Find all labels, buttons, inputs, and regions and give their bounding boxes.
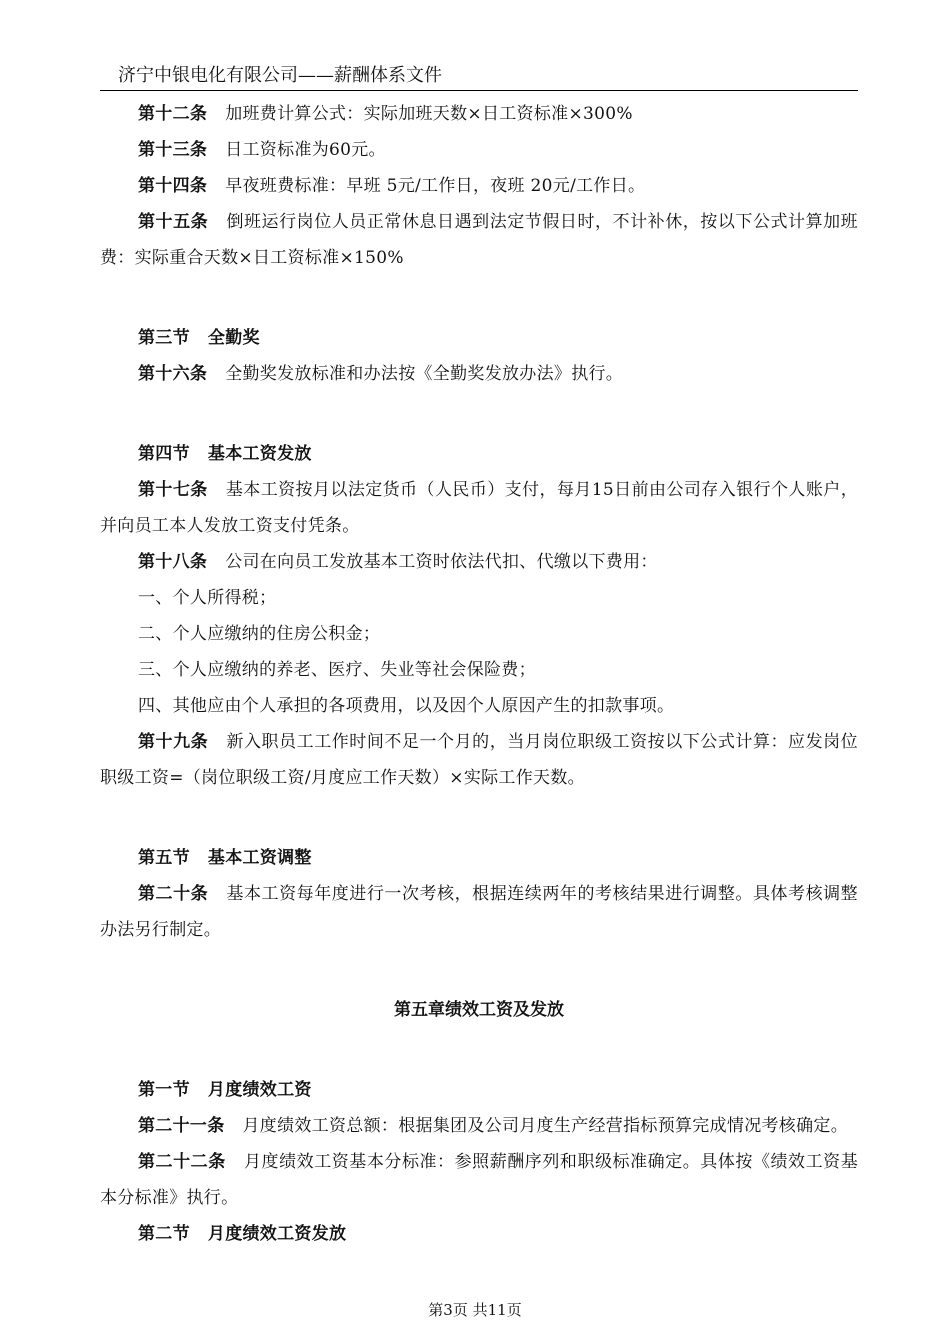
article-14 [100, 168, 858, 204]
section-heading-3 [100, 320, 858, 356]
list-item-3: 三、个人应缴纳的养老、医疗、失业等社会保险费； [138, 660, 536, 680]
article-text: 基本工资按月以法定货币（人民币）支付，每月15日前由公司存入银行个人账户，并向员工本人发放工资支付凭条。 [100, 480, 859, 536]
header-title: 济宁中银电化有限公司——薪酬体系文件 [118, 65, 442, 86]
section-number: 第一节 [138, 1080, 190, 1100]
document-body [100, 96, 858, 1252]
article-text: 全勤奖发放标准和办法按《全勤奖发放办法》执行。 [225, 364, 624, 384]
section-title: 月度绩效工资发放 [207, 1224, 347, 1244]
article-12 [100, 96, 858, 132]
article-text: 基本工资每年度进行一次考核，根据连续两年的考核结果进行调整。具体考核调整办法另行制定。 [100, 884, 858, 940]
list-item-2: 二、个人应缴纳的住房公积金； [138, 624, 381, 644]
article-number: 第十四条 [138, 176, 208, 196]
section-number: 第二节 [138, 1224, 190, 1244]
article-number: 第十三条 [138, 140, 208, 160]
article-text: 倒班运行岗位人员正常休息日遇到法定节假日时，不计补休，按以下公式计算加班费：实际重合天数×日工资标准×150% [100, 212, 858, 268]
article-16 [100, 356, 858, 392]
article-number: 第十九条 [138, 732, 209, 752]
section-title: 月度绩效工资 [207, 1080, 312, 1100]
section-heading-4 [100, 436, 858, 472]
section-number: 第三节 [138, 328, 190, 348]
section-heading-5 [100, 840, 858, 876]
chapter-heading-5 [100, 992, 858, 1028]
article-19 [100, 724, 858, 796]
article-number: 第十六条 [138, 364, 208, 384]
section-title: 全勤奖 [207, 328, 260, 348]
article-number: 第二十二条 [138, 1152, 226, 1172]
article-text: 加班费计算公式：实际加班天数×日工资标准×300% [225, 104, 633, 124]
page-footer [0, 1300, 950, 1320]
section-title: 基本工资发放 [207, 444, 312, 464]
chapter-title: 绩效工资及发放 [445, 1000, 564, 1020]
list-item-4: 四、其他应由个人承担的各项费用，以及因个人原因产生的扣款事项。 [138, 696, 675, 716]
article-15 [100, 204, 858, 276]
article-number: 第十五条 [138, 212, 209, 232]
article-number: 第十八条 [138, 552, 208, 572]
article-20 [100, 876, 858, 948]
article-text: 月度绩效工资总额：根据集团及公司月度生产经营指标预算完成情况考核确定。 [242, 1116, 848, 1136]
article-21 [100, 1108, 858, 1144]
article-number: 第十二条 [138, 104, 208, 124]
section-heading-2 [100, 1216, 858, 1252]
article-text: 日工资标准为60元。 [225, 140, 386, 160]
article-text: 公司在向员工发放基本工资时依法代扣、代缴以下费用： [225, 552, 658, 572]
article-text: 月度绩效工资基本分标准：参照薪酬序列和职级标准确定。具体按《绩效工资基本分标准》执行。 [100, 1152, 858, 1208]
chapter-number: 第五章 [394, 1000, 445, 1020]
list-item-1: 一、个人所得税； [138, 588, 277, 608]
article-18 [100, 544, 858, 580]
article-number: 第二十一条 [138, 1116, 225, 1136]
section-title: 基本工资调整 [207, 848, 312, 868]
section-number: 第四节 [138, 444, 190, 464]
article-text: 早夜班费标准：早班 5元/工作日，夜班 20元/工作日。 [225, 176, 646, 196]
document-header [100, 62, 858, 91]
section-heading-1 [100, 1072, 858, 1108]
article-22 [100, 1144, 858, 1216]
section-number: 第五节 [138, 848, 190, 868]
article-number: 第十七条 [138, 480, 208, 500]
article-text: 新入职员工工作时间不足一个月的，当月岗位职级工资按以下公式计算：应发岗位职级工资=（岗位职级工资/月度应工作天数）×实际工作天数。 [100, 732, 858, 788]
article-number: 第二十条 [138, 884, 209, 904]
article-17 [100, 472, 858, 544]
page-number: 第3页 共11页 [428, 1301, 522, 1319]
article-13 [100, 132, 858, 168]
